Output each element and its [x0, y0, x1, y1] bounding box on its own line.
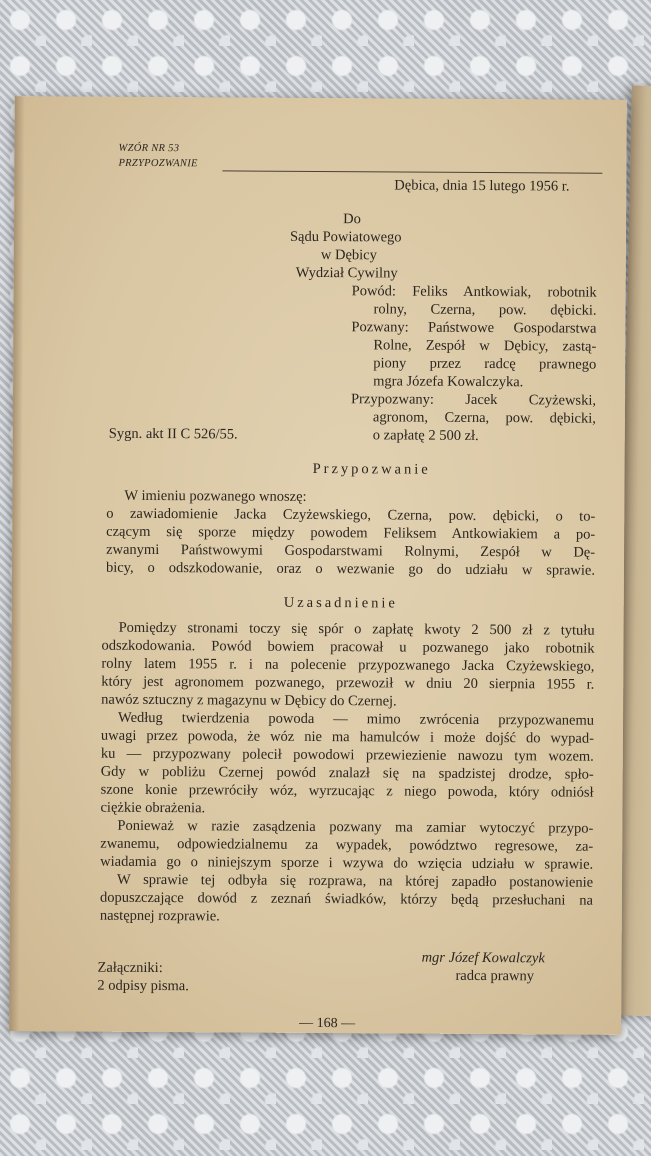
section2-line-7: uwagi przez powoda, że wóz nie ma hamulców i może dojść do wypad- [100, 727, 594, 747]
section2-line-9: Gdy w pobliżu Czernej powód znalazł się na spadzistej drodze, spło- [100, 763, 594, 783]
parties-line-5: piony przez radcę prawnego [373, 355, 597, 373]
parties-line-4: Rolne, Zespół w Dębicy, zastą- [373, 337, 597, 355]
addressee-line-1: Do [343, 211, 361, 228]
section2-line-4: który jest agronomem pozwanego, przewoził w dniu 20 sierpnia 1955 r. [101, 673, 595, 693]
section2-line-11: ciężkie obrażenia. [100, 799, 206, 817]
header-rule [222, 170, 602, 173]
book-page [9, 96, 627, 1035]
attachments-value: 2 odpisy pisma. [97, 977, 189, 995]
section2-line-5: nawóz sztuczny z magazynu w Dębicy do Czernej. [101, 691, 397, 710]
section2-line-15: W sprawie tej odbyła się rozprawa, na której zapadło postanowienie [117, 871, 594, 891]
page-number: — 168 — [299, 1015, 356, 1032]
section2-line-14: wiadamia go o niniejszym sporze i wzywa do wzięcia udziału w sprawie. [100, 853, 594, 873]
addressee-line-4: Wydział Cywilny [295, 264, 398, 282]
section2-line-13: zwanemu, odpowiedzialnemu za wypadek, powództwo regresowe, za- [100, 835, 594, 855]
section1-line-4: zwanymi Państwowymi Gospodarstwami Rolnymi, Zespół w Dę- [106, 541, 596, 561]
section2-line-17: następnej rozprawie. [99, 907, 220, 925]
place-date: Dębica, dnia 15 lutego 1956 r. [394, 177, 570, 195]
attachments-label: Załączniki: [97, 959, 163, 977]
signature-title: radca prawny [455, 967, 535, 985]
section2-line-6: Według twierdzenia powoda — mimo zwrócenia przypozwanemu [118, 709, 595, 729]
section2-line-10: szone konie przewróciły wóz, wyrzucając z niego powoda, który odniósł [100, 781, 594, 801]
section1-line-5: bicy, o odszkodowanie, oraz o wezwanie go do udziału w sprawie. [105, 559, 596, 579]
parties-line-1: Powód: Feliks Antkowiak, robotnik [351, 283, 597, 301]
signature-name: mgr Józef Kowalczyk [421, 949, 545, 967]
section1-line-2: o zawiadomienie Jacka Czyżewskiego, Czerna, pow. dębicki, o to- [106, 505, 596, 525]
form-title: PRZYPOZWANIE [118, 157, 198, 170]
section-title-uzasadnienie: Uzasadnienie [283, 594, 398, 612]
parties-line-2: rolny, Czerna, pow. dębicki. [373, 301, 597, 319]
parties-line-7: Przypozwany: Jacek Czyżewski, [350, 391, 597, 409]
parties-line-6: mgra Józefa Kowalczyka. [373, 373, 524, 391]
section-title-przypozwanie: Przypozwanie [312, 460, 431, 478]
addressee-line-3: w Dębicy [320, 247, 377, 264]
section2-line-1: Pomiędzy stronami toczy się spór o zapłatę kwoty 2 500 zł z tytułu [118, 619, 595, 639]
section2-line-16: dopuszczające dowód z zeznań świadków, którzy będą przesłuchani na [99, 889, 594, 909]
parties-line-3: Pozwany: Państwowe Gospodarstwa [351, 319, 597, 337]
form-number: WZÓR NR 53 [118, 142, 180, 155]
addressee-line-2: Sądu Powiatowego [289, 228, 402, 246]
section1-line-1: W imieniu pozwanego wnoszę: [124, 487, 307, 505]
section2-line-8: ku — przypozwany polecił powodowi przewiezienie nawozu tym wozem. [100, 745, 594, 765]
section1-line-3: czącym się sporze między powodem Feliksem Antkowiakiem a po- [106, 523, 596, 543]
case-number: Sygn. akt II C 526/55. [108, 425, 238, 443]
section2-line-3: rolny latem 1955 r. i na polecenie przypozwanego Jacka Czyżewskiego, [101, 655, 595, 675]
parties-line-9: o zapłatę 2 500 zł. [372, 427, 479, 444]
parties-line-8: agronom, Czerna, pow. dębicki, [372, 409, 596, 427]
section2-line-12: Ponieważ w razie zasądzenia pozwany ma zamiar wytoczyć przypo- [117, 817, 594, 837]
section2-line-2: odszkodowania. Powód bowiem pracował u pozwanego jako robotnik [101, 637, 595, 657]
